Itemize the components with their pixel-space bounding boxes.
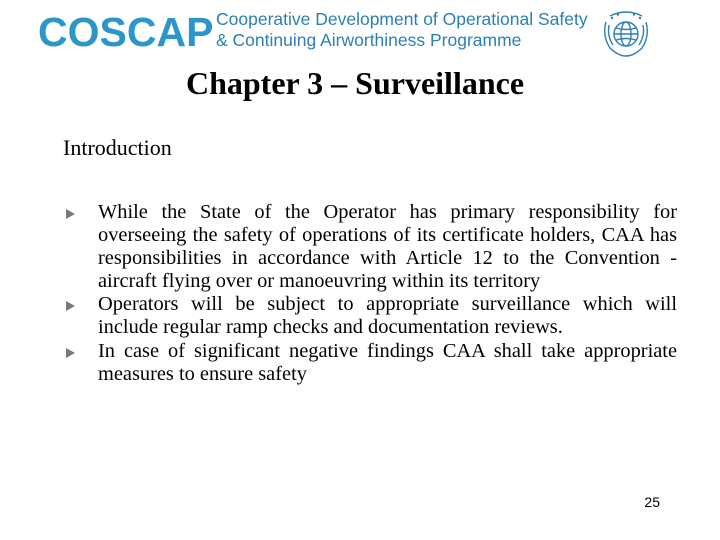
bullet-text: Operators will be subject to appropriate surveillance which will include regular ramp checks and documentation reviews.: [98, 293, 677, 339]
bullet-list: [64, 201, 677, 386]
triangle-bullet-icon: [66, 348, 75, 358]
section-heading: Introduction: [63, 135, 172, 160]
bullet-text: In case of significant negative findings CAA shall take appropriate measures to ensure safety: [98, 339, 677, 385]
logo-subtitle-line1: Cooperative Development of Operational Safety: [216, 9, 588, 29]
icao-emblem-icon: [600, 10, 652, 58]
bullet-item: [64, 340, 677, 386]
triangle-bullet-icon: [66, 209, 75, 219]
header-banner: [0, 0, 720, 62]
coscap-logo: COSCAP: [38, 9, 214, 55]
bullet-item: [64, 201, 677, 293]
bullet-text: While the State of the Operator has primary responsibility for overseeing the safety of operations of its certificate holders, CAA has responsibilities in accordance with Article 12 to the Convention - aircraft flying over or manoeuvring within its territory: [98, 201, 677, 293]
triangle-bullet-icon: [66, 301, 75, 311]
logo-subtitle-line2: & Continuing Airworthiness Programme: [216, 30, 522, 50]
slide-title: Chapter 3 – Surveillance: [185, 65, 525, 101]
page-number: 25: [644, 494, 660, 510]
bullet-item: [64, 293, 677, 339]
